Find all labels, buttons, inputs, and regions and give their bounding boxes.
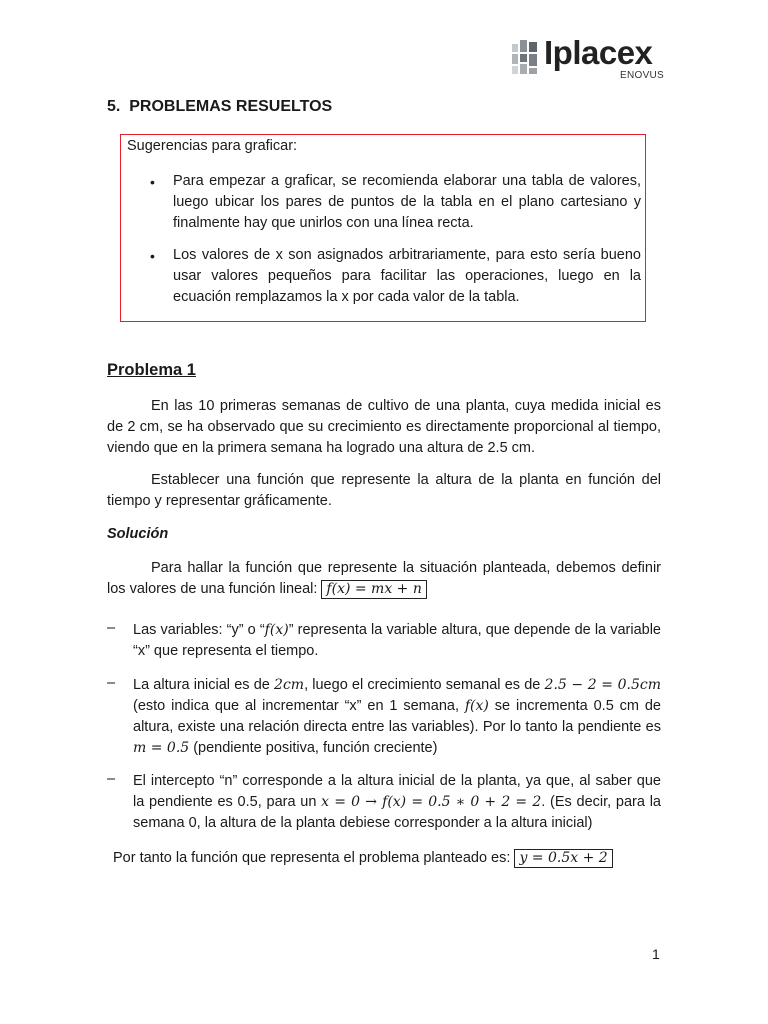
- problem-paragraph: Establecer una función que represente la altura de la planta en función del tiempo y representar gráficamente.: [107, 472, 661, 509]
- item-text: Las variables: “y” o “: [133, 622, 265, 638]
- solution-item: [133, 771, 661, 834]
- item-text: se incrementa 0.5 cm de altura, existe una relación directa entre las variables). Por lo tanto la pendiente es: [133, 698, 661, 735]
- logo-wordmark: Iplacex: [544, 34, 653, 71]
- item-text: . (Es decir, para la semana 0, la altura de la planta debiese corresponder a la altura inicial): [133, 794, 661, 831]
- tips-title: Sugerencias para graficar:: [127, 138, 298, 154]
- dash-marker: –: [107, 771, 116, 787]
- solution-item: [133, 675, 661, 759]
- item-text: (pendiente positiva, función creciente): [193, 740, 438, 756]
- item-text: La altura inicial es de: [133, 677, 270, 693]
- section-number: 5.: [107, 98, 121, 115]
- logo-grid-icon: [512, 40, 538, 76]
- solution-intro-text: Para hallar la función que represente la situación planteada, debemos definir los valores de una función lineal:: [107, 560, 661, 597]
- dash-marker: –: [107, 620, 116, 636]
- solution-heading: Solución: [107, 526, 169, 542]
- iplacex-logo: [512, 34, 665, 82]
- tip-item: Los valores de x son asignados arbitrariamente, para esto sería bueno usar valores pequeños para facilitar las operaciones, luego en la ecuación remplazamos la x por cada valor de la tabla.: [173, 247, 641, 305]
- logo-subtitle: ENOVUS: [620, 70, 665, 81]
- item-text: ” representa la variable altura, que depende de la variable “x” que representa el tiempo.: [133, 622, 661, 659]
- page-number: 1: [652, 946, 660, 962]
- item-text: , luego el crecimiento semanal es de: [304, 677, 541, 693]
- bullet-marker: •: [150, 174, 155, 190]
- conclusion-text: Por tanto la función que representa el problema planteado es:: [113, 850, 511, 866]
- bullet-marker: •: [150, 248, 155, 264]
- problem-paragraph: En las 10 primeras semanas de cultivo de una planta, cuya medida inicial es de 2 cm, se ha observado que su crecimiento es directamente proporcional al tiempo, viendo que en la primera semana ha logrado una altura de 2.5 cm.: [107, 398, 661, 456]
- math-expression: 2.5 − 2 = 0.5cm: [544, 677, 661, 693]
- dash-marker: –: [107, 675, 116, 691]
- math-expression: x = 0 → f(x) = 0.5 ∗ 0 + 2 = 2: [321, 794, 542, 810]
- math-expression: f(x): [464, 698, 489, 714]
- solution-item: [133, 620, 661, 662]
- section-heading: [107, 98, 332, 116]
- linear-function-formula: f(x) = mx + n: [321, 580, 426, 599]
- conclusion: [113, 850, 613, 866]
- math-expression: 2cm: [274, 677, 305, 693]
- result-formula: y = 0.5x + 2: [514, 849, 612, 868]
- item-text: (esto indica que al incrementar “x” en 1 semana,: [133, 698, 459, 714]
- problem-title: Problema 1: [107, 361, 196, 379]
- solution-intro: [107, 558, 661, 600]
- section-title: PROBLEMAS RESUELTOS: [129, 98, 333, 115]
- item-text: El intercepto “n” corresponde a la altura inicial de la planta, ya que, al saber que la pendiente es 0.5, para un: [133, 773, 661, 810]
- math-expression: m = 0.5: [133, 740, 190, 756]
- math-expression: f(x): [264, 622, 289, 638]
- tip-item: Para empezar a graficar, se recomienda elaborar una tabla de valores, luego ubicar los pares de puntos de la tabla en el plano cartesiano y finalmente hay que unirlos con una línea recta.: [173, 173, 641, 231]
